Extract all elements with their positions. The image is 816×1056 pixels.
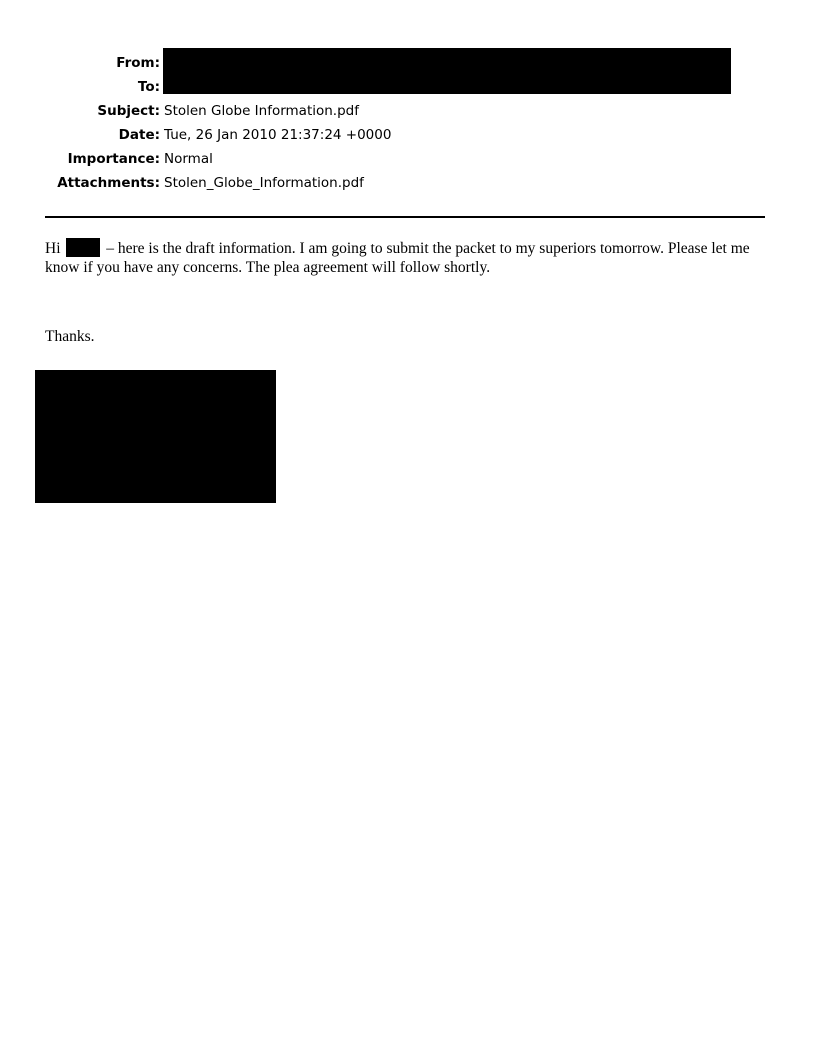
message-body (45, 238, 765, 277)
date-value: Tue, 26 Jan 2010 21:37:24 +0000 (164, 127, 392, 143)
from-to-redaction (163, 48, 731, 94)
importance-row (0, 148, 816, 170)
attachments-label: Attachments: (57, 175, 160, 191)
name-redaction (66, 238, 100, 257)
subject-row (0, 100, 816, 122)
header-divider (45, 216, 765, 218)
importance-value: Normal (164, 151, 213, 167)
date-label: Date: (118, 127, 160, 143)
body-paragraph: – here is the draft information. I am going to submit the packet to my superiors tomorrow. Please let me know if you have any concerns. The plea agreement will follow shortly. (45, 240, 750, 276)
subject-value: Stolen Globe Information.pdf (164, 103, 359, 119)
to-label: To: (137, 79, 160, 95)
signature-redaction (35, 370, 276, 503)
subject-label: Subject: (97, 103, 160, 119)
greeting-text: Hi (45, 240, 61, 257)
attachments-row (0, 172, 816, 194)
from-label: From: (116, 55, 160, 71)
importance-label: Importance: (67, 151, 160, 167)
closing-text: Thanks. (45, 328, 95, 345)
date-row (0, 124, 816, 146)
attachments-value: Stolen_Globe_Information.pdf (164, 175, 364, 191)
